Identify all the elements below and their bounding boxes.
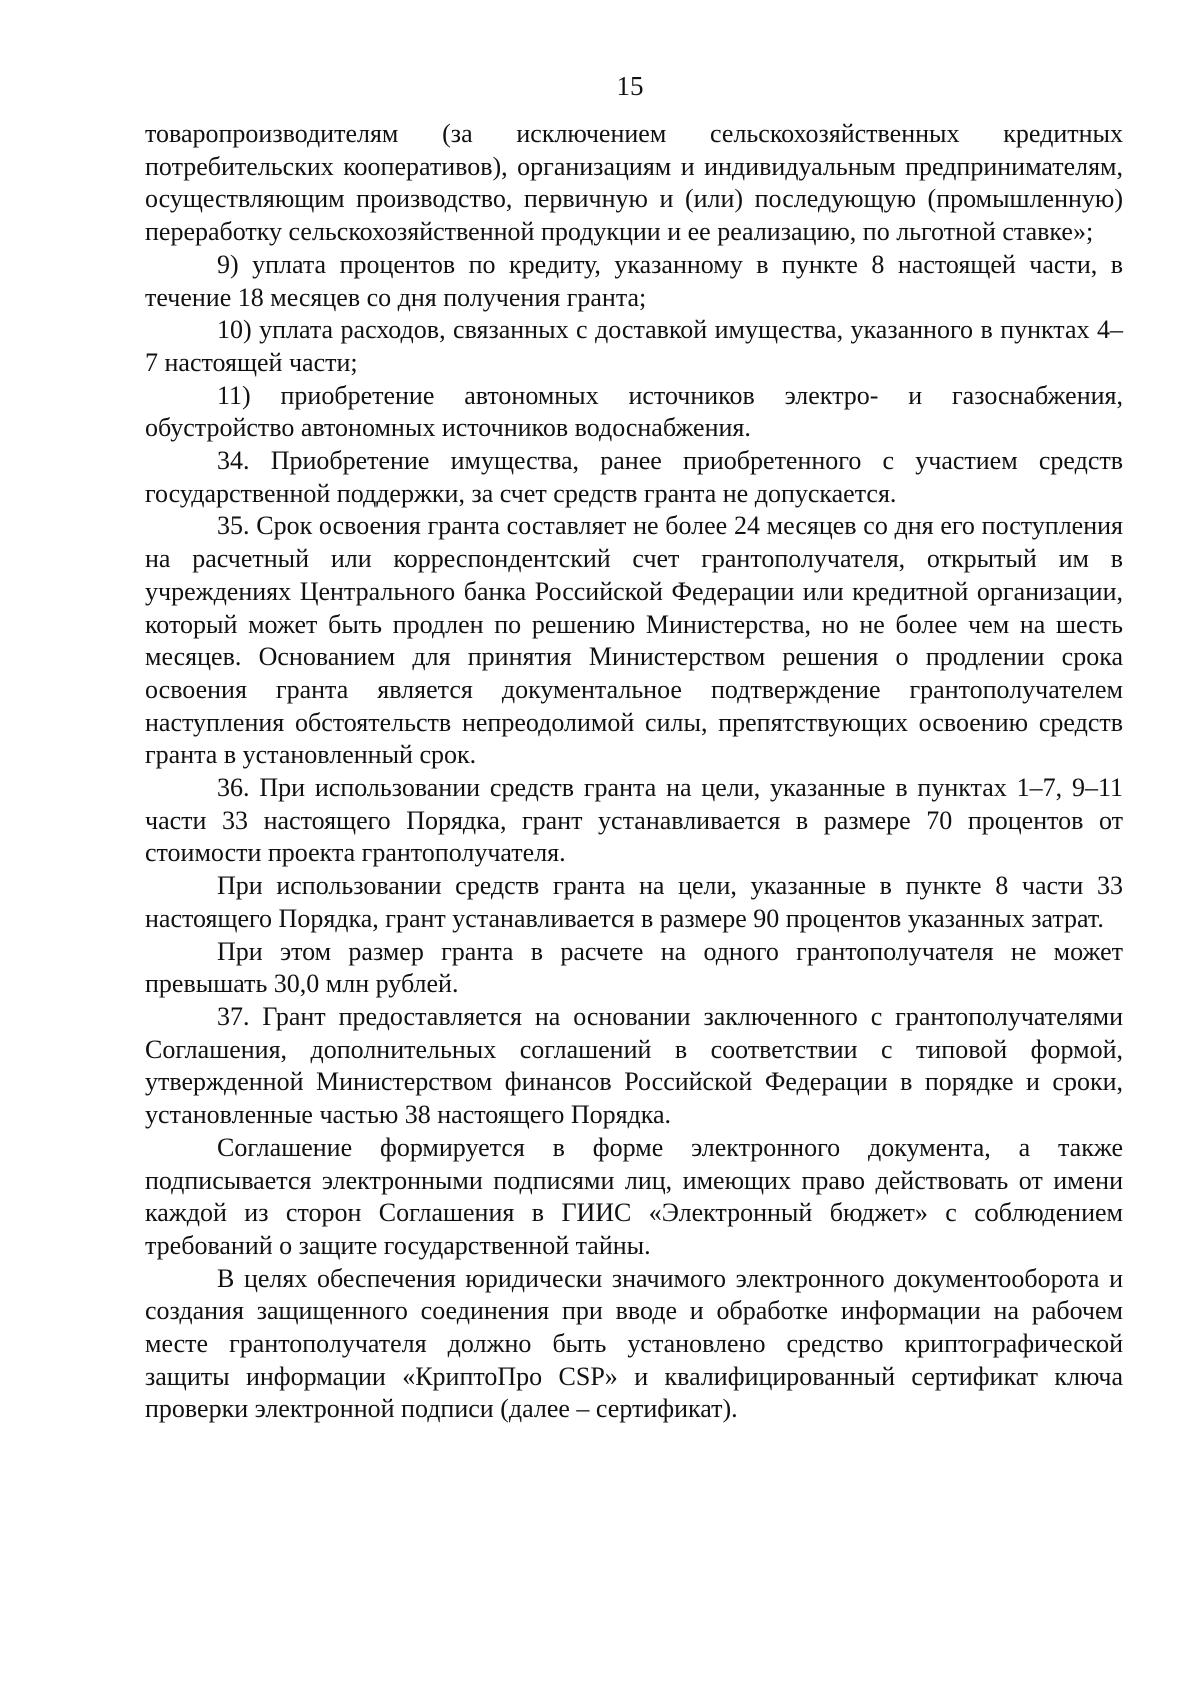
paragraph: Соглашение формируется в форме электронного документа, а также подписывается электронными подписями лиц, имеющих право действовать от имени каждой из сторон Соглашения в ГИИС «Электронный бюджет» с соблюдением требований о защите государственной тайны. — [145, 1132, 1123, 1260]
paragraph: 37. Грант предоставляется на основании заключенного с грантополучателями Соглашения, дополнительных соглашений в соответствии с типовой формой, утвержденной Министерством финансов Российской Федерации в порядке и сроки, установленные частью 38 настоящего Порядка. — [145, 1001, 1123, 1130]
paragraph: 11) приобретение автономных источников электро- и газоснабжения, обустройство автономных источников водоснабжения. — [145, 380, 1123, 443]
paragraph: В целях обеспечения юридически значимого электронного документооборота и создания защищенного соединения при вводе и обработке информации на рабочем месте грантополучателя должно быть установлено средство криптографической защиты информации «КриптоПро CSP» и квалифицированный сертификат ключа проверки электронной подписи (далее – сертификат). — [145, 1263, 1123, 1424]
paragraph: При этом размер гранта в расчете на одного грантополучателя не может превышать 30,0 млн рублей. — [145, 936, 1123, 999]
paragraph: 9) уплата процентов по кредиту, указанному в пункте 8 настоящей части, в течение 18 месяцев со дня получения гранта; — [145, 249, 1123, 312]
paragraph: 35. Срок освоения гранта составляет не более 24 месяцев со дня его поступления на расчетный или корреспондентский счет грантополучателя, открытый им в учреждениях Центрального банка Российской Федерации или кредитной организации, который может быть продлен по решению Министерства, но не более чем на шесть месяцев. Основанием для принятия Министерством решения о продлении срока освоения гранта является документальное подтверждение грантополучателем наступления обстоятельств непреодолимой силы, препятствующих освоению средств гранта в установленный срок. — [145, 511, 1123, 770]
page-number: 15 — [616, 71, 644, 101]
paragraph: 36. При использовании средств гранта на цели, указанные в пунктах 1–7, 9–11 части 33 настоящего Порядка, грант устанавливается в размере 70 процентов от стоимости проекта грантополучателя. — [145, 773, 1123, 868]
document-body — [145, 118, 1123, 1426]
paragraph: При использовании средств гранта на цели, указанные в пункте 8 части 33 настоящего Порядка, грант устанавливается в размере 90 процентов указанных затрат. — [145, 871, 1123, 933]
paragraph: 34. Приобретение имущества, ранее приобретенного с участием средств государственной поддержки, за счет средств гранта не допускается. — [145, 446, 1123, 508]
paragraph: товаропроизводителям (за исключением сельскохозяйственных кредитных потребительских кооперативов), организациям и индивидуальным предпринимателям, осуществляющим производство, первичную и (или) последующую (промышленную) переработку сельскохозяйственной продукции и ее реализацию, по льготной ставке»; — [145, 119, 1123, 247]
paragraph: 10) уплата расходов, связанных с доставкой имущества, указанного в пунктах 4–7 настоящей части; — [145, 315, 1123, 377]
